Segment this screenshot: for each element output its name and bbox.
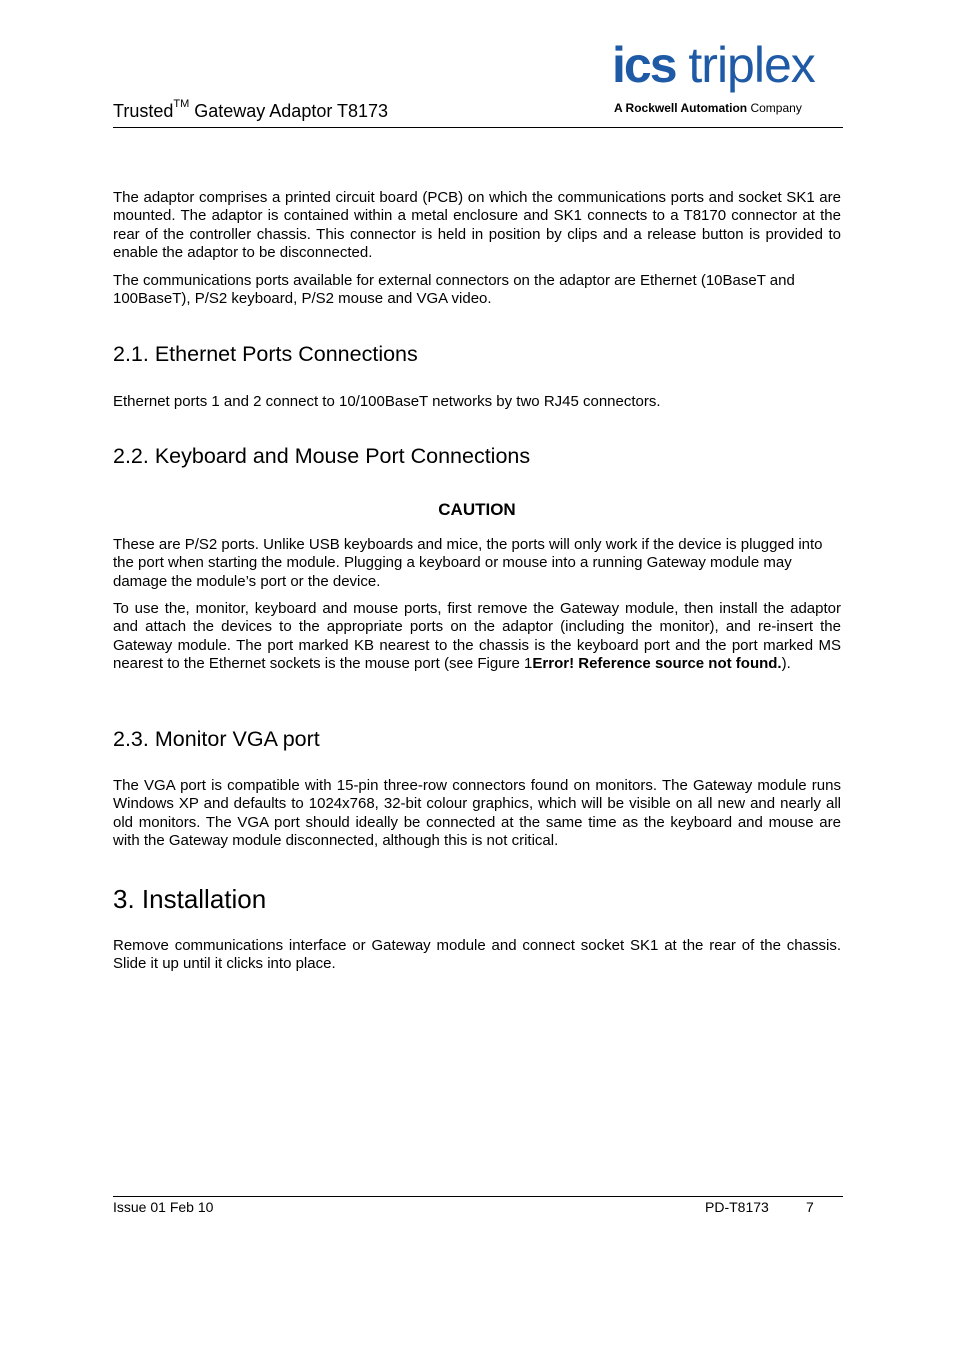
logo-wordmark — [612, 37, 815, 93]
heading-3: 3. Installation — [113, 884, 267, 914]
section-2-2-main: To use the, monitor, keyboard and mouse ports, first remove the Gateway module, then install the adaptor and attach the devices to the appropriate ports on the adaptor (including the monitor), and re-insert the Gateway module. The port marked KB nearest to the chassis is the keyboard port and the port marked MS nearest to the Ethernet sockets is the mouse port (see Figure 1 — [113, 600, 841, 673]
trademark-sup: TM — [173, 98, 190, 110]
section-2-2-end: ). — [781, 655, 791, 673]
section-3-text: Remove communications interface or Gateway module and connect socket SK1 at the rear of the chassis. Slide it up until it clicks into place. — [113, 937, 841, 973]
caution-text: These are P/S2 ports. Unlike USB keyboards and mice, the ports will only work if the device is plugged into the port when starting the module. Plugging a keyboard or mouse into a running Gateway module may damage the module’s port or the device. — [113, 536, 823, 590]
caution-label: CAUTION — [438, 500, 516, 519]
title-prefix: Trusted — [113, 101, 174, 121]
header-rule — [113, 127, 843, 128]
heading-2-1: 2.1. Ethernet Ports Connections — [113, 342, 418, 366]
title-suffix: Gateway Adaptor T8173 — [189, 101, 389, 121]
footer-rule — [113, 1196, 843, 1197]
section-2-2-text — [113, 600, 841, 674]
footer-issue: Issue 01 Feb 10 — [113, 1199, 214, 1215]
intro-paragraph-2: The communications ports available for external connectors on the adaptor are Ethernet (10BaseT and 100BaseT), P/S2 keyboard, P/S2 mouse and VGA video. — [113, 272, 795, 308]
intro-paragraph-1: The adaptor comprises a printed circuit board (PCB) on which the communications ports and socket SK1 are mounted. The adaptor is contained within a metal enclosure and SK1 connects to a T8170 connector at the rear of the controller chassis. This connector is held in position by clips and a release button is provided to enable the adaptor to be disconnected. — [113, 189, 841, 262]
reference-error: Error! Reference source not found. — [532, 655, 782, 673]
logo-tagline — [614, 101, 802, 115]
heading-2-3: 2.3. Monitor VGA port — [113, 727, 320, 751]
logo-tagline-rest: Company — [747, 101, 802, 115]
footer-page-number: 7 — [806, 1199, 814, 1215]
company-logo — [612, 37, 844, 120]
section-2-3-text: The VGA port is compatible with 15-pin three-row connectors found on monitors. The Gateway module runs Windows XP and defaults to 1024x768, 32-bit colour graphics, which will be visible on all new and nearly all old monitors. The VGA port should ideally be connected at the same time as the keyboard and mouse are with the Gateway module disconnected, although this is not critical. — [113, 777, 841, 850]
section-2-1-text: Ethernet ports 1 and 2 connect to 10/100BaseT networks by two RJ45 connectors. — [113, 393, 661, 410]
footer-doc-id: PD-T8173 — [705, 1199, 769, 1215]
logo-tagline-bold: A Rockwell Automation — [614, 101, 748, 115]
document-title — [113, 98, 389, 122]
heading-2-2: 2.2. Keyboard and Mouse Port Connections — [113, 444, 531, 468]
logo-ics: ics — [612, 37, 676, 93]
logo-triplex: triplex — [675, 37, 815, 93]
